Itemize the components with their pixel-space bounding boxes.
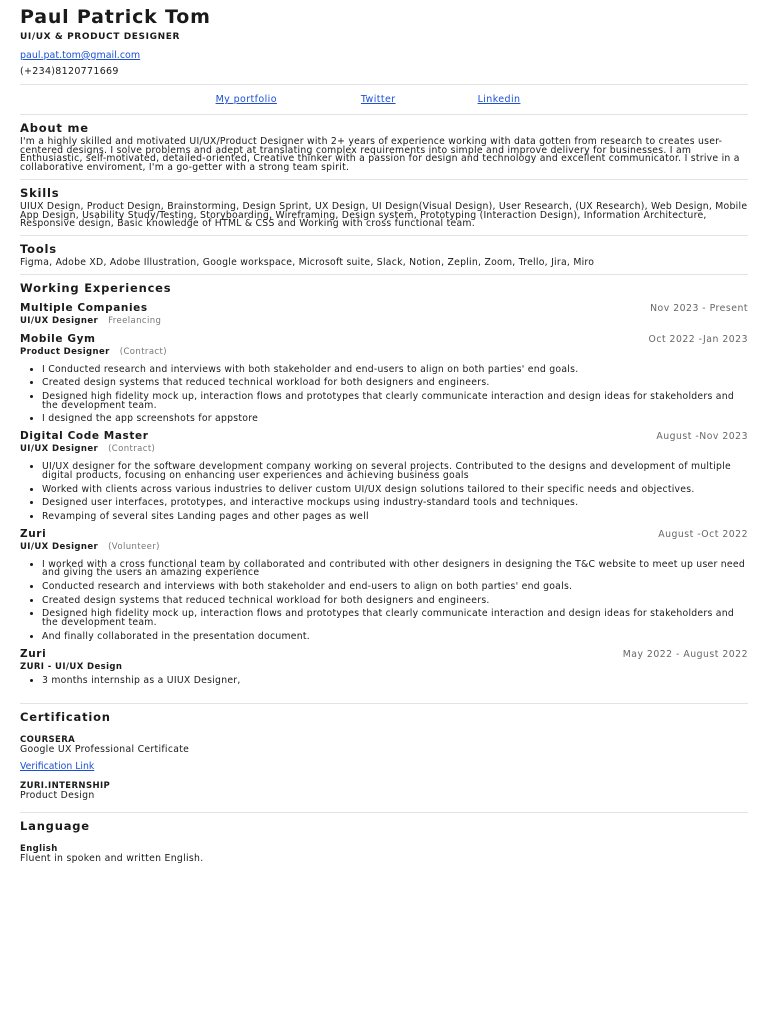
divider bbox=[20, 812, 748, 813]
job-entry bbox=[20, 528, 748, 642]
language-heading: Language bbox=[20, 819, 90, 834]
language-desc: Fluent in spoken and written English. bbox=[20, 853, 204, 865]
job-bullet: • I worked with a cross functional team by collaborated and contributed with other designers in designing the T&C website to meet up user need and giving the users an amazing experience bbox=[42, 561, 748, 578]
job-bullet: • Designed user interfaces, prototypes, and interactive mockups using industry-standard tools and techniques. bbox=[42, 499, 748, 508]
job-bullet: • I Conducted research and interviews with both stakeholder and end-users to align on both parties' end goals. bbox=[42, 366, 748, 375]
about-text: I'm a highly skilled and motivated UI/UX/Product Designer with 2+ years of experience working with data gotten from research to creates user-centered designs. I solve problems and adept at translating complex requirements into simple and improve delivery for businesses. I am Enthusiastic, self-motivated, detailed-oriented, Creative thinker with a passion for design and technology and excellent communicator. I strive in a collaborative enviroment, I'm a go-getter with a strong team spirit. bbox=[20, 136, 740, 174]
job-type: (Volunteer) bbox=[108, 541, 160, 552]
divider bbox=[20, 179, 748, 180]
experience-section bbox=[20, 281, 748, 686]
divider bbox=[20, 274, 748, 275]
about-section bbox=[20, 121, 748, 173]
job-bullets bbox=[20, 674, 748, 686]
skills-heading: Skills bbox=[20, 185, 60, 200]
job-date: Oct 2022 -Jan 2023 bbox=[648, 333, 748, 345]
job-entry bbox=[20, 333, 748, 425]
cert-title: Product Design bbox=[20, 790, 95, 802]
job-bullet: • Designed high fidelity mock up, interaction flows and prototypes that clearly communicate interaction and design ideas for stakeholders and the development team. bbox=[42, 610, 748, 627]
tools-section bbox=[20, 242, 748, 268]
job-bullets bbox=[20, 558, 748, 642]
job-date: Nov 2023 - Present bbox=[650, 302, 748, 314]
job-header bbox=[20, 302, 748, 315]
job-subtitle bbox=[20, 347, 748, 358]
certification-section bbox=[20, 710, 748, 800]
job-title: ZURI - UI/UX Design bbox=[20, 661, 123, 672]
resume-role: UI/UX & PRODUCT DESIGNER bbox=[20, 32, 180, 42]
job-header bbox=[20, 528, 748, 541]
job-bullet: • UI/UX designer for the software development company working on several projects. Contributed to the designs and development of multiple digital products, focusing on enhancing user experiences and achieving business goals bbox=[42, 463, 748, 480]
job-date: August -Oct 2022 bbox=[658, 528, 748, 540]
twitter-link[interactable]: Twitter bbox=[360, 94, 396, 105]
job-bullet: • Created design systems that reduced technical workload for both designers and engineers. bbox=[42, 379, 748, 388]
job-bullet: • Conducted research and interviews with both stakeholder and end-users to align on both parties' end goals. bbox=[42, 583, 748, 592]
job-bullet: • And finally collaborated in the presentation document. bbox=[42, 633, 748, 642]
job-company: Mobile Gym bbox=[20, 332, 96, 345]
cert-title: Google UX Professional Certificate bbox=[20, 744, 190, 756]
job-type: Freelancing bbox=[108, 315, 162, 326]
job-company: Zuri bbox=[20, 647, 47, 660]
job-bullet: • Created design systems that reduced technical workload for both designers and engineers. bbox=[42, 597, 748, 606]
job-entry bbox=[20, 430, 748, 522]
job-entry bbox=[20, 302, 748, 327]
tools-text: Figma, Adobe XD, Adobe Illustration, Google workspace, Microsoft suite, Slack, Notion, Zeplin, Zoom, Trello, Jira, Miro bbox=[20, 256, 595, 268]
job-title: UI/UX Designer bbox=[20, 444, 99, 455]
job-company: Multiple Companies bbox=[20, 301, 148, 314]
resume-name: Paul Patrick Tom bbox=[20, 6, 211, 28]
linkedin-link[interactable]: Linkedin bbox=[477, 94, 521, 105]
job-type: (Contract) bbox=[119, 346, 167, 357]
language-name: English bbox=[20, 844, 58, 855]
job-subtitle bbox=[20, 444, 748, 455]
job-bullet: • I designed the app screenshots for appstore bbox=[42, 415, 748, 424]
job-header bbox=[20, 648, 748, 661]
job-title: Product Designer bbox=[20, 346, 110, 357]
job-subtitle bbox=[20, 316, 748, 327]
job-company: Digital Code Master bbox=[20, 430, 149, 443]
language-section bbox=[20, 819, 748, 864]
job-date: August -Nov 2023 bbox=[656, 431, 748, 443]
skills-section bbox=[20, 186, 748, 229]
divider bbox=[20, 84, 748, 85]
job-entry bbox=[20, 648, 748, 686]
job-bullet: • Worked with clients across various industries to deliver custom UI/UX design solutions tailored to their specific needs and objectives. bbox=[42, 486, 748, 495]
job-list bbox=[20, 302, 748, 686]
experience-heading: Working Experiences bbox=[20, 280, 172, 295]
job-header bbox=[20, 430, 748, 443]
job-header bbox=[20, 333, 748, 346]
verification-link[interactable]: Verification Link bbox=[20, 761, 95, 773]
job-bullets bbox=[20, 363, 748, 425]
job-title: UI/UX Designer bbox=[20, 315, 99, 326]
job-subtitle bbox=[20, 542, 748, 553]
certification-heading: Certification bbox=[20, 710, 111, 725]
cert-org: COURSERA bbox=[20, 735, 76, 746]
job-type: (Contract) bbox=[108, 444, 156, 455]
portfolio-link[interactable]: My portfolio bbox=[215, 94, 277, 105]
email-link[interactable]: paul.pat.tom@gmail.com bbox=[20, 50, 141, 61]
job-subtitle bbox=[20, 662, 748, 673]
job-bullet: • 3 months internship as a UIUX Designer, bbox=[42, 677, 748, 686]
divider bbox=[20, 114, 748, 115]
job-date: May 2022 - August 2022 bbox=[622, 648, 748, 660]
social-links bbox=[20, 94, 748, 108]
job-company: Zuri bbox=[20, 527, 47, 540]
job-title: UI/UX Designer bbox=[20, 541, 99, 552]
divider bbox=[20, 235, 748, 236]
job-bullets bbox=[20, 463, 748, 522]
job-bullet: • Revamping of several sites Landing pages and other pages as well bbox=[42, 513, 748, 522]
job-bullet: • Designed high fidelity mock up, interaction flows and prototypes that clearly communicate interaction and design ideas for stakeholders and the development team. bbox=[42, 393, 748, 410]
divider bbox=[20, 703, 748, 704]
about-heading: About me bbox=[20, 121, 89, 135]
tools-heading: Tools bbox=[20, 241, 57, 256]
skills-text: UIUX Design, Product Design, Brainstorming, Design Sprint, UX Design, UI Design(Visual Design), User Research, (UX Research), Web Design, Mobile App Design, Usability Study/Testing, Storyboarding, Wireframing, Design system, Prototyping (Interaction Design), Information Architecture, Responsive design, Basic knowledge of HTML & CSS and Working with cross functional team. bbox=[20, 200, 748, 230]
phone-number: (+234)8120771669 bbox=[20, 66, 119, 77]
cert-org: ZURI.INTERNSHIP bbox=[20, 781, 111, 792]
